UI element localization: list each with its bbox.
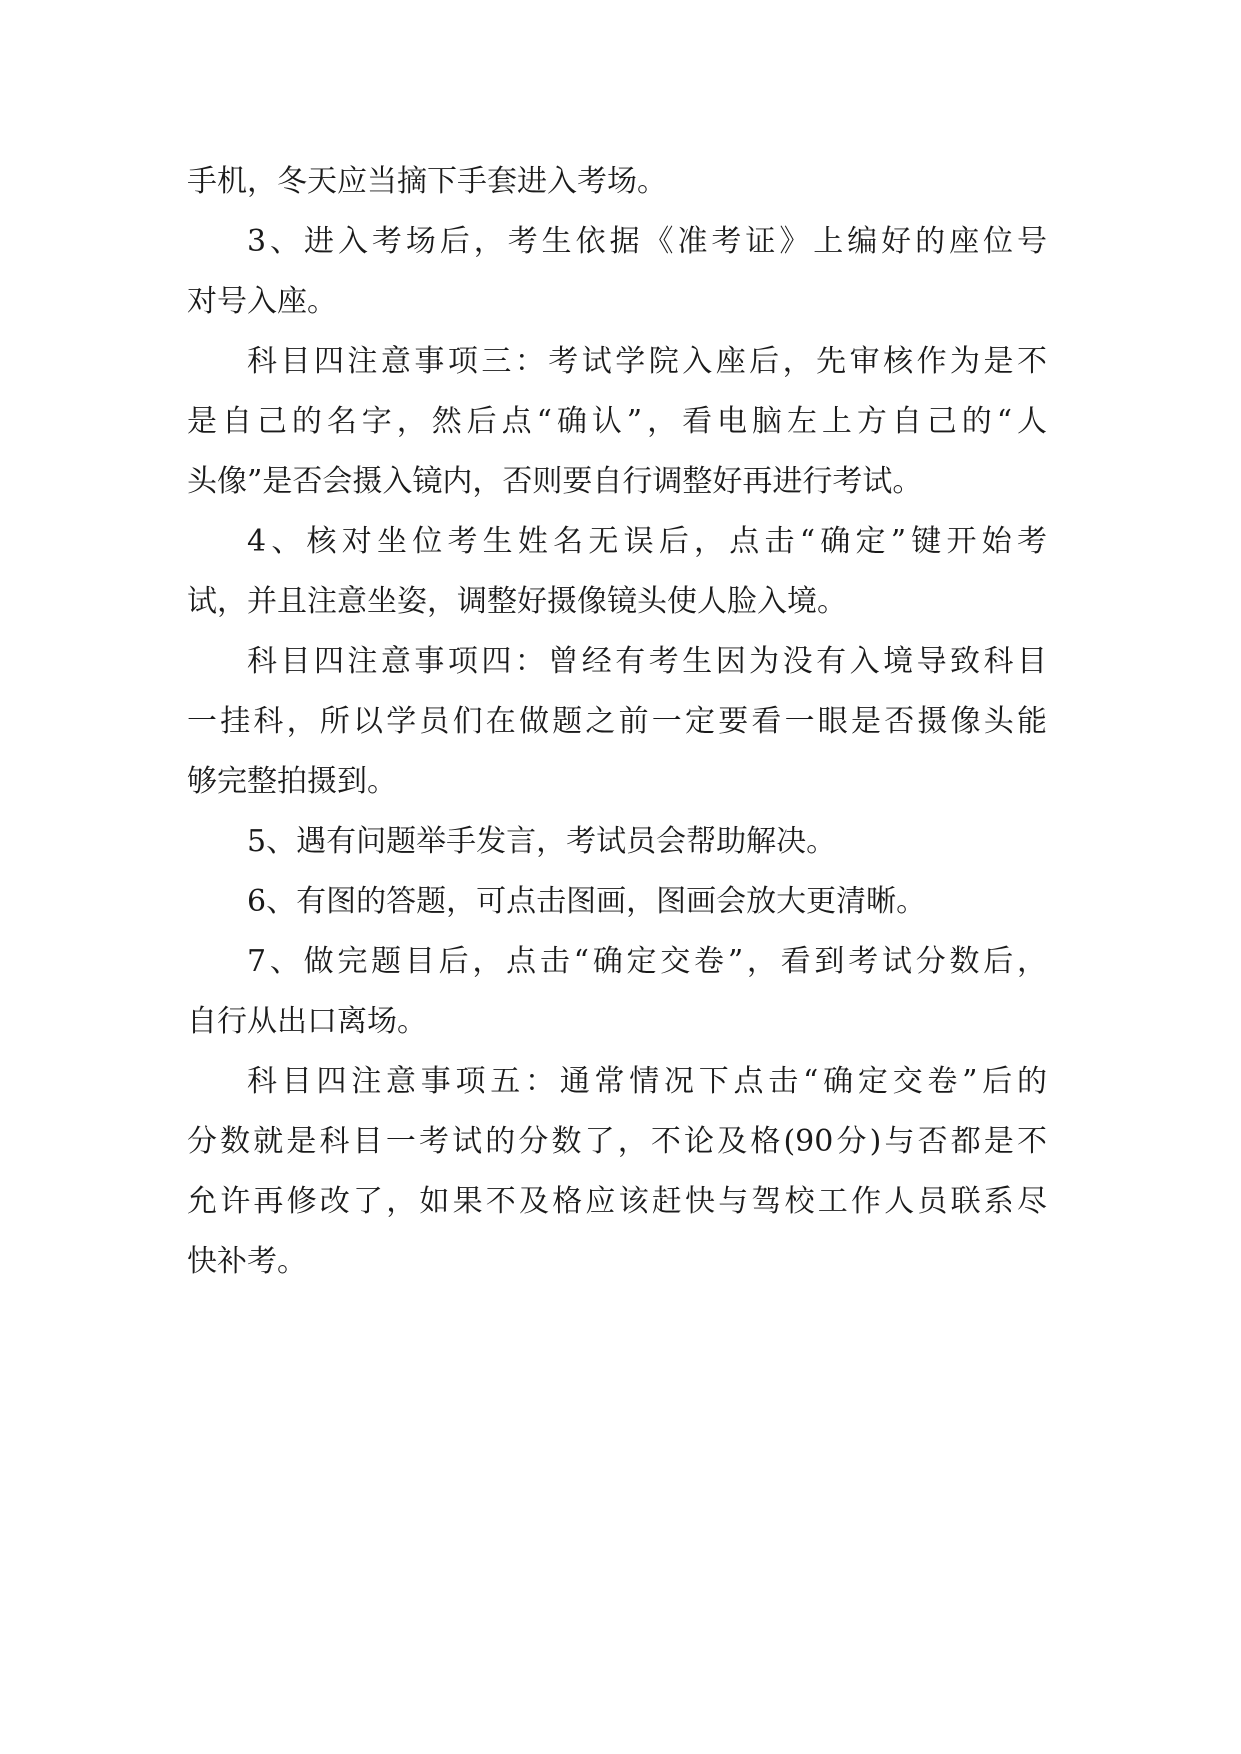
- text-line: 自行从出口离场。: [187, 1004, 427, 1039]
- text-line: 手机，冬天应当摘下手套进入考场。: [187, 164, 667, 199]
- text-line: 够完整拍摄到。: [187, 764, 397, 799]
- text-line: 允许再修改了，如果不及格应该赶快与驾校工作人员联系尽: [187, 1184, 1047, 1219]
- text-line: 头像”是否会摄入镜内，否则要自行调整好再进行考试。: [187, 464, 923, 499]
- text-line: 5、遇有问题举手发言，考试员会帮助解决。: [247, 824, 837, 859]
- text-line: 一挂科，所以学员们在做题之前一定要看一眼是否摄像头能: [187, 704, 1047, 739]
- text-line: 4、核对坐位考生姓名无误后，点击“确定”键开始考: [247, 524, 1047, 559]
- text-line: 科目四注意事项五：通常情况下点击“确定交卷”后的: [247, 1064, 1047, 1099]
- text-line: 6、有图的答题，可点击图画，图画会放大更清晰。: [247, 884, 927, 919]
- text-line: 科目四注意事项四：曾经有考生因为没有入境导致科目: [247, 644, 1047, 679]
- text-line: 3、进入考场后，考生依据《准考证》上编好的座位号: [247, 224, 1047, 259]
- body-text: [187, 152, 1047, 1292]
- text-line: 分数就是科目一考试的分数了，不论及格(90分)与否都是不: [187, 1124, 1047, 1159]
- text-line: 是自己的名字，然后点“确认”，看电脑左上方自己的“人: [187, 404, 1047, 439]
- text-line: 对号入座。: [187, 284, 337, 319]
- text-line: 7、做完题目后，点击“确定交卷”，看到考试分数后，: [247, 944, 1047, 979]
- text-line: 快补考。: [187, 1244, 307, 1279]
- text-line: 试，并且注意坐姿，调整好摄像镜头使人脸入境。: [187, 584, 847, 619]
- text-line: 科目四注意事项三：考试学院入座后，先审核作为是不: [247, 344, 1047, 379]
